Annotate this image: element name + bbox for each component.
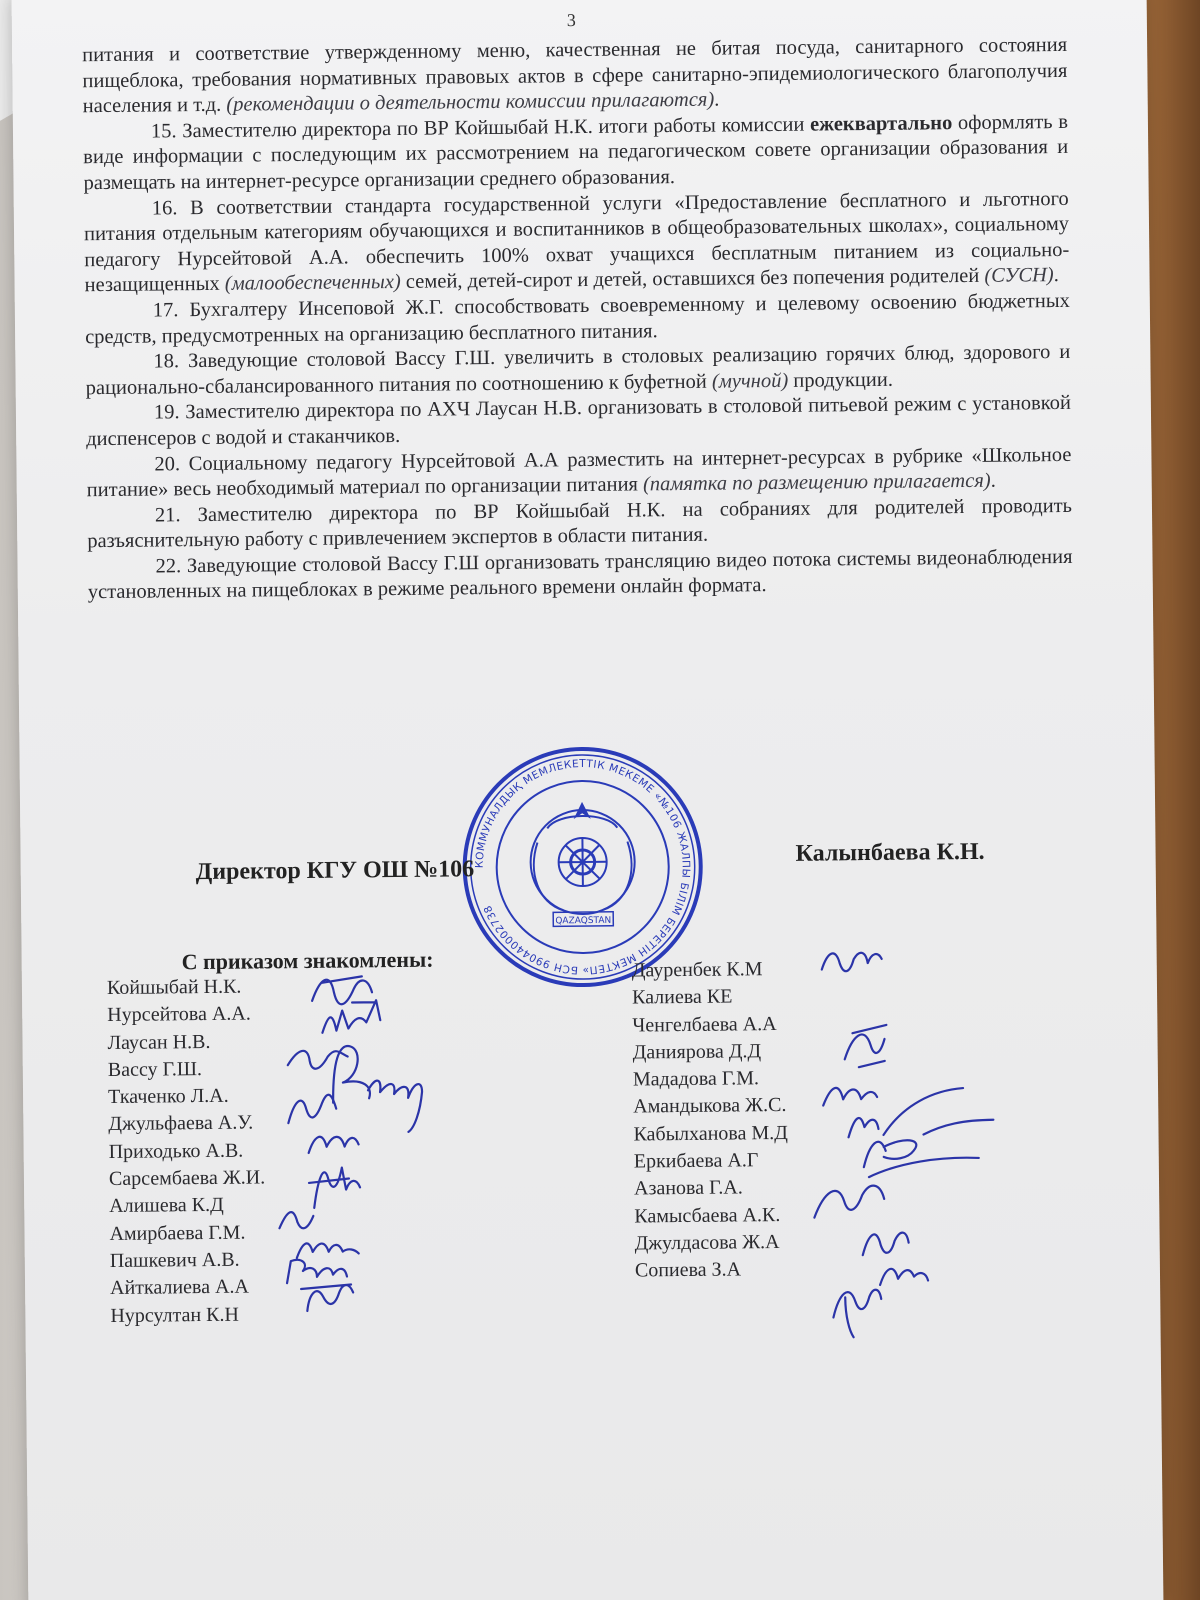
signature-koishybai (312, 976, 372, 1004)
italic-run: (СУСН) (984, 264, 1054, 288)
text-run: 16. В соответствии стандарта государственной услуги «Предоставление бесплатного и льготного питания отдельным категориям обучающихся и воспитанников в общеобразовательных школах», социальному педагогу Нурсейтовой А.А. обеспечить 100% охват учащихся бесплатным питанием из социально-незащищенных (83, 187, 1070, 297)
director-title: Директор КГУ ОШ №106 (195, 856, 475, 886)
acknowledgement-name: Дауренбек К.М (631, 958, 763, 982)
acknowledgement-name: Вассу Г.Ш. (107, 1057, 203, 1081)
director-name: Калынбаева К.Н. (795, 838, 985, 867)
acknowledgement-name: Калиева КЕ (631, 985, 733, 1009)
acknowledgement-name: Айткалиева А.А (109, 1275, 250, 1300)
signature-sarsembaeva (309, 1167, 360, 1208)
text-run: 20. Социальному педагогу Нурсейтовой А.А разместить на интернет-ресурсах в рубрике «Школьное питание» весь необходимый материал по организации питания (86, 443, 1072, 502)
signature-erkibaeva (814, 1186, 884, 1218)
text-run: продукции. (788, 368, 894, 392)
text-run: 17. Бухгалтеру Инсеповой Ж.Г. способствовать своевременному и целевому освоению бюджетных средств, предусмотренных на организацию бесплатного питания. (85, 289, 1070, 348)
text-run: оформлять в виде информации с последующим их рассмотрением на педагогическом совете организации образования и размещать на интернет-ресурсе организации среднего образования. (83, 110, 1069, 195)
text-run: питания и соответствие утвержденному меню, качественная не битая посуда, санитарного состояния пищеблока, требования нормативных правовых актов в сфере санитарно-эпидемиологического благополучия населения и т.д. (82, 33, 1068, 118)
document-page (12, 0, 1164, 1600)
page-number: 3 (566, 10, 576, 31)
order-paragraph (83, 110, 1069, 197)
acknowledgement-name: Даниярова Д.Д (632, 1040, 762, 1064)
acknowledgement-name: Ткаченко Л.А. (107, 1084, 229, 1109)
acknowledgement-name: Нурсейтова А.А. (107, 1002, 251, 1027)
text-run: . (1053, 264, 1059, 287)
text-run: . (714, 88, 720, 111)
signature-kabylkhanova (863, 1120, 994, 1177)
signature-tkachenko (288, 1095, 336, 1123)
acknowledgement-name: Мададова Г.М. (632, 1067, 760, 1091)
order-paragraph (84, 186, 1070, 299)
acknowledgement-name: Амирбаева Г.М. (109, 1221, 246, 1245)
signature-azanova (863, 1233, 909, 1256)
signature-nurseitova (322, 1000, 380, 1033)
signature-sopieva (833, 1290, 881, 1338)
signature-dzhulfaeva (309, 1136, 359, 1153)
acknowledgement-name: Еркибаева А.Г (633, 1149, 759, 1173)
text-run: . (990, 469, 996, 492)
text-run: 22. Заведующие столовой Вассу Г.Ш организовать трансляцию видео потока системы видеонаблюдения установленных на пищеблоках в режиме реального времени онлайн формата. (87, 545, 1073, 604)
signature-kamysbaeva (880, 1268, 928, 1285)
signature-daurenbek (822, 953, 882, 972)
acknowledgement-name: Койшыбай Н.К. (106, 975, 242, 1000)
acknowledgement-list-left (107, 973, 267, 1329)
signature-madadova (823, 1087, 877, 1105)
signature-vassu (333, 1045, 423, 1132)
emblem-icon (530, 804, 635, 915)
acknowledgement-name: Нурсултан К.Н (110, 1303, 239, 1327)
text-run: 15. Заместителю директора по ВР Койшыбай Н.К. итоги работы комиссии (150, 113, 811, 143)
acknowledgement-list-right (632, 956, 790, 1285)
signature-aitkalieva (301, 1284, 353, 1311)
signature-pashkevich (287, 1259, 347, 1283)
order-paragraph (87, 545, 1072, 606)
acknowledgement-name: Сарсембаева Ж.И. (108, 1166, 266, 1191)
acknowledgement-name: Сопиева З.А (634, 1258, 742, 1282)
official-stamp (456, 741, 709, 994)
order-body (82, 33, 1073, 606)
acknowledgement-name: Ченгелбаева А.А (632, 1012, 777, 1037)
stamp-ring-text: КОММУНАЛДЫҚ МЕМЛЕКЕТТІК МЕКЕМЕ «№106 ЖАЛПЫ БІЛІМ БЕРЕТІН МЕКТЕП» БСН 990440002738 (473, 758, 692, 977)
acknowledgement-name: Алишева К.Д (109, 1194, 224, 1218)
signature-amandykova (848, 1088, 963, 1137)
bold-run: ежеквартально (809, 111, 953, 136)
italic-run: (малообеспеченных) (224, 271, 401, 296)
acknowledgement-name: Джулдасова Ж.А (634, 1230, 780, 1255)
acknowledgement-name: Камысбаева А.К. (634, 1203, 781, 1228)
acknowledgement-name: Джульфаева А.У. (108, 1112, 254, 1136)
text-run: 18. Заведующие столовой Вассу Г.Ш. увеличить в столовых реализацию горячих блюд, здорового и рационально-сбалансированного питания по соотношению к буфетной (85, 341, 1071, 399)
signature-lausan (288, 1050, 348, 1069)
acknowledgement-name: Лаусан Н.В. (107, 1030, 211, 1054)
acknowledgement-name: Азанова Г.А. (633, 1176, 743, 1200)
acknowledgement-name: Приходько А.В. (108, 1139, 244, 1163)
text-run: 21. Заместителю директора по ВР Койшыбай Н.К. на собраниях для родителей проводить разъяснительную работу с привлечением экспертов в области питания. (87, 494, 1073, 553)
order-paragraph (82, 33, 1068, 120)
text-run: 19. Заместителю директора по АХЧ Лаусан Н.В. организовать в столовой питьевой режим с установкой диспенсеров с водой и стаканчиков. (86, 392, 1071, 451)
signature-chengelbaeva (844, 1025, 886, 1067)
acknowledgement-heading: С приказом знакомлены: (181, 946, 434, 975)
signature-amirbaeva (297, 1243, 359, 1258)
stamp-center-label: QAZAQSTAN (555, 915, 612, 927)
italic-run: (мучной) (711, 369, 789, 393)
text-run: семей, детей-сирот и детей, оставшихся без попечения родителей (400, 265, 985, 294)
italic-run: (рекомендации о деятельности комиссии прилагаются) (226, 88, 715, 116)
italic-run: (памятка по размещению прилагается) (642, 469, 991, 496)
acknowledgement-name: Кабылханова М.Д (633, 1121, 788, 1146)
acknowledgement-name: Амандыкова Ж.С. (633, 1094, 787, 1119)
acknowledgement-name: Пашкевич А.В. (109, 1248, 240, 1272)
signature-alisheva (279, 1212, 313, 1229)
